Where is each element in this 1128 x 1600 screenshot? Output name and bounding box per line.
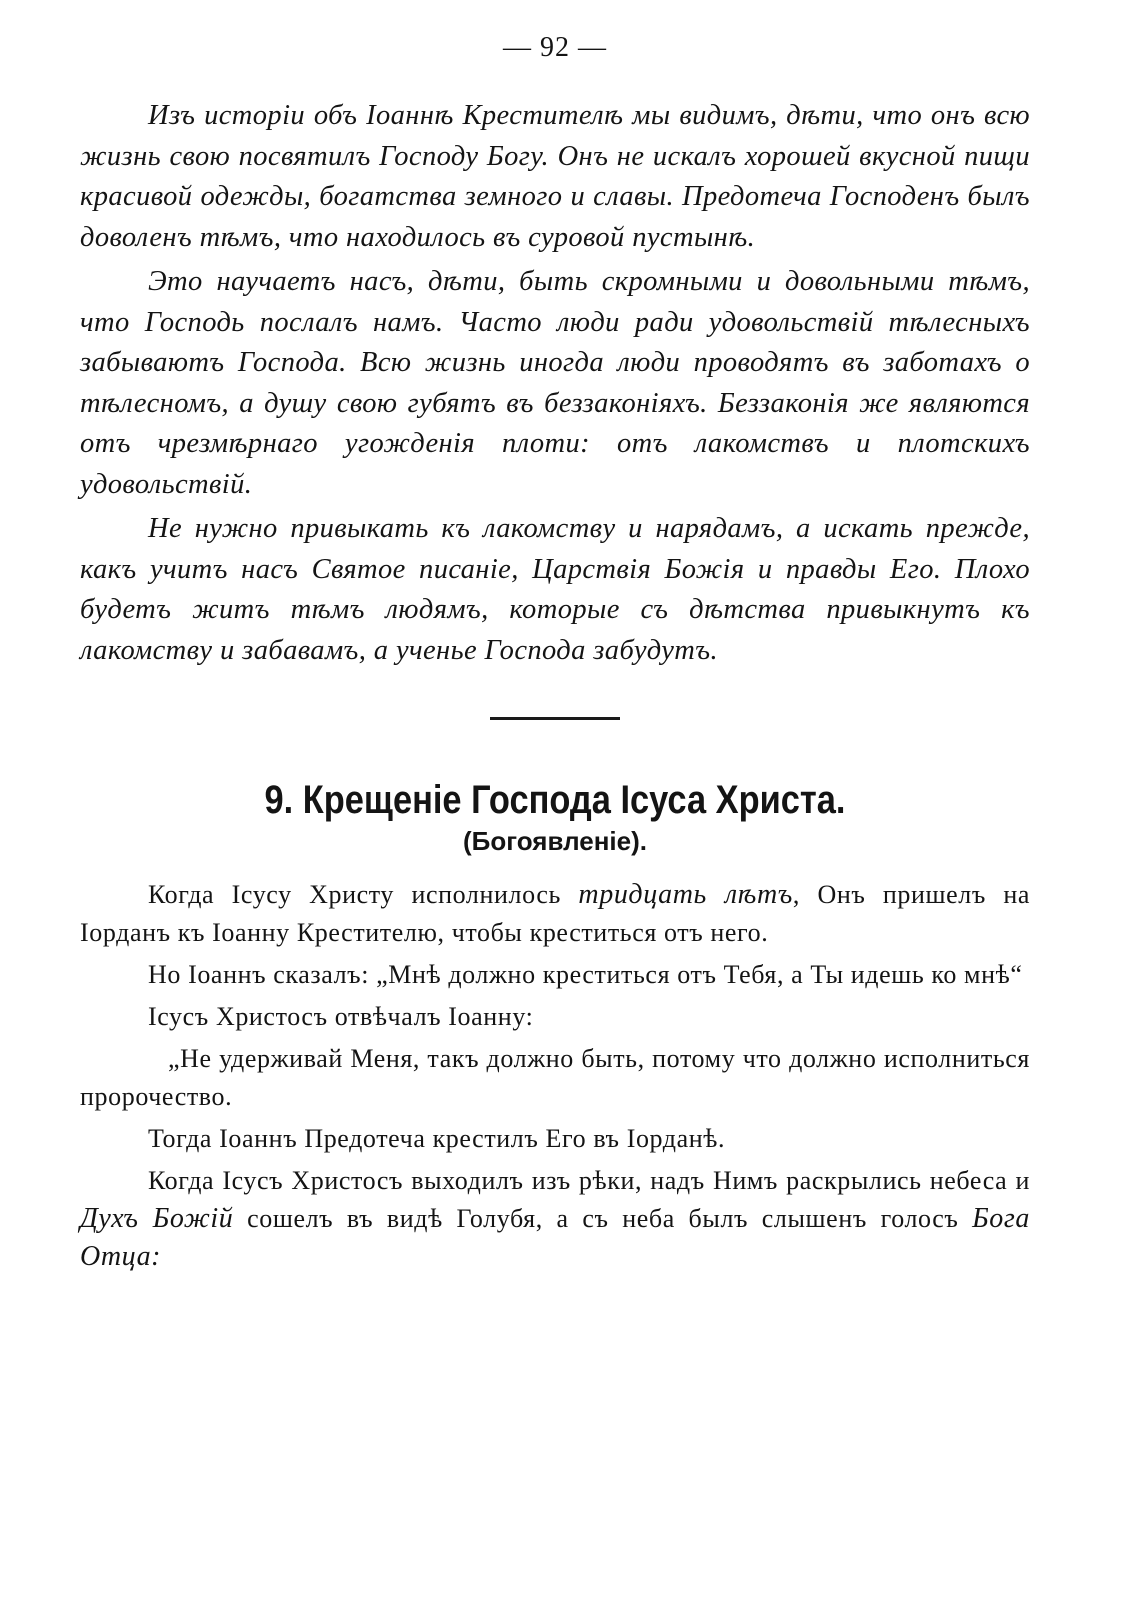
emphasis-text: Бога Отца:	[80, 1203, 1031, 1272]
body-paragraph-1	[80, 876, 1030, 952]
italic-text-section	[80, 96, 1030, 671]
italic-paragraph-3: Не нужно привыкать къ лакомству и нарядамъ, а искать прежде, какъ учитъ насъ Святое писаніе, Царствія Божія и правды Его. Плохо будетъ житъ тѣмъ людямъ, которые съ дѣтства привыкнутъ къ лакомству и забавамъ, а ученье Господа забудутъ.	[80, 513, 1030, 666]
body-paragraph-4: „Не удерживай Меня, такъ должно быть, потому что должно исполниться пророчество.	[80, 1044, 1030, 1111]
emphasis-text: Духъ Божій	[80, 1203, 234, 1234]
body-paragraph-5: Тогда Іоаннъ Предотеча крестилъ Его въ Іорданѣ.	[148, 1124, 726, 1153]
emphasis-text: тридцать лѣтъ	[578, 879, 793, 910]
body-paragraph-6	[80, 1162, 1030, 1276]
chapter-body	[80, 876, 1030, 1276]
body-text: , Онъ пришелъ на Іорданъ къ Іоанну Крестителю, чтобы креститься отъ него.	[80, 880, 1030, 947]
body-paragraph-2: Но Іоаннъ сказалъ: „Мнѣ должно креститься отъ Тебя, а Ты идешь ко мнѣ“	[148, 960, 1023, 989]
body-text: Когда Ісусу Христу исполнилось	[148, 880, 579, 909]
body-text: Когда Ісусъ Христосъ выходилъ изъ рѣки, надъ Нимъ раскрылись небеса и	[148, 1166, 1030, 1195]
body-paragraph-3: Ісусъ Христосъ отвѣчалъ Іоанну:	[148, 1002, 534, 1031]
chapter-subtitle: (Богоявленіе).	[463, 826, 647, 856]
section-divider	[490, 717, 620, 720]
body-text: сошелъ въ видѣ Голубя, а съ неба былъ слышенъ голосъ	[233, 1204, 973, 1233]
italic-paragraph-2: Это научаетъ насъ, дѣти, быть скромными и довольными тѣмъ, что Господь послалъ намъ. Часто люди ради удовольствій тѣлесныхъ забываютъ Господа. Всю жизнь иногда люди проводятъ въ заботахъ о тѣлесномъ, а душу свою губятъ въ беззаконіяхъ. Беззаконія же являются отъ чрезмѣрнаго угожденія плоти: отъ лакомствъ и плотскихъ удовольствій.	[80, 266, 1030, 500]
page-number: — 92 —	[503, 32, 607, 63]
chapter-title: 9. Крещеніе Господа Ісуса Христа.	[264, 778, 846, 822]
document-page	[80, 30, 1030, 1570]
italic-paragraph-1: Изъ исторіи объ Іоаннѣ Крестителѣ мы видимъ, дѣти, что онъ всю жизнь свою посвятилъ Господу Богу. Онъ не искалъ хорошей вкусной пищи красивой одежды, богатства земного и славы. Предотеча Господенъ былъ доволенъ тѣмъ, что находилось въ суровой пустынѣ.	[80, 100, 1030, 253]
